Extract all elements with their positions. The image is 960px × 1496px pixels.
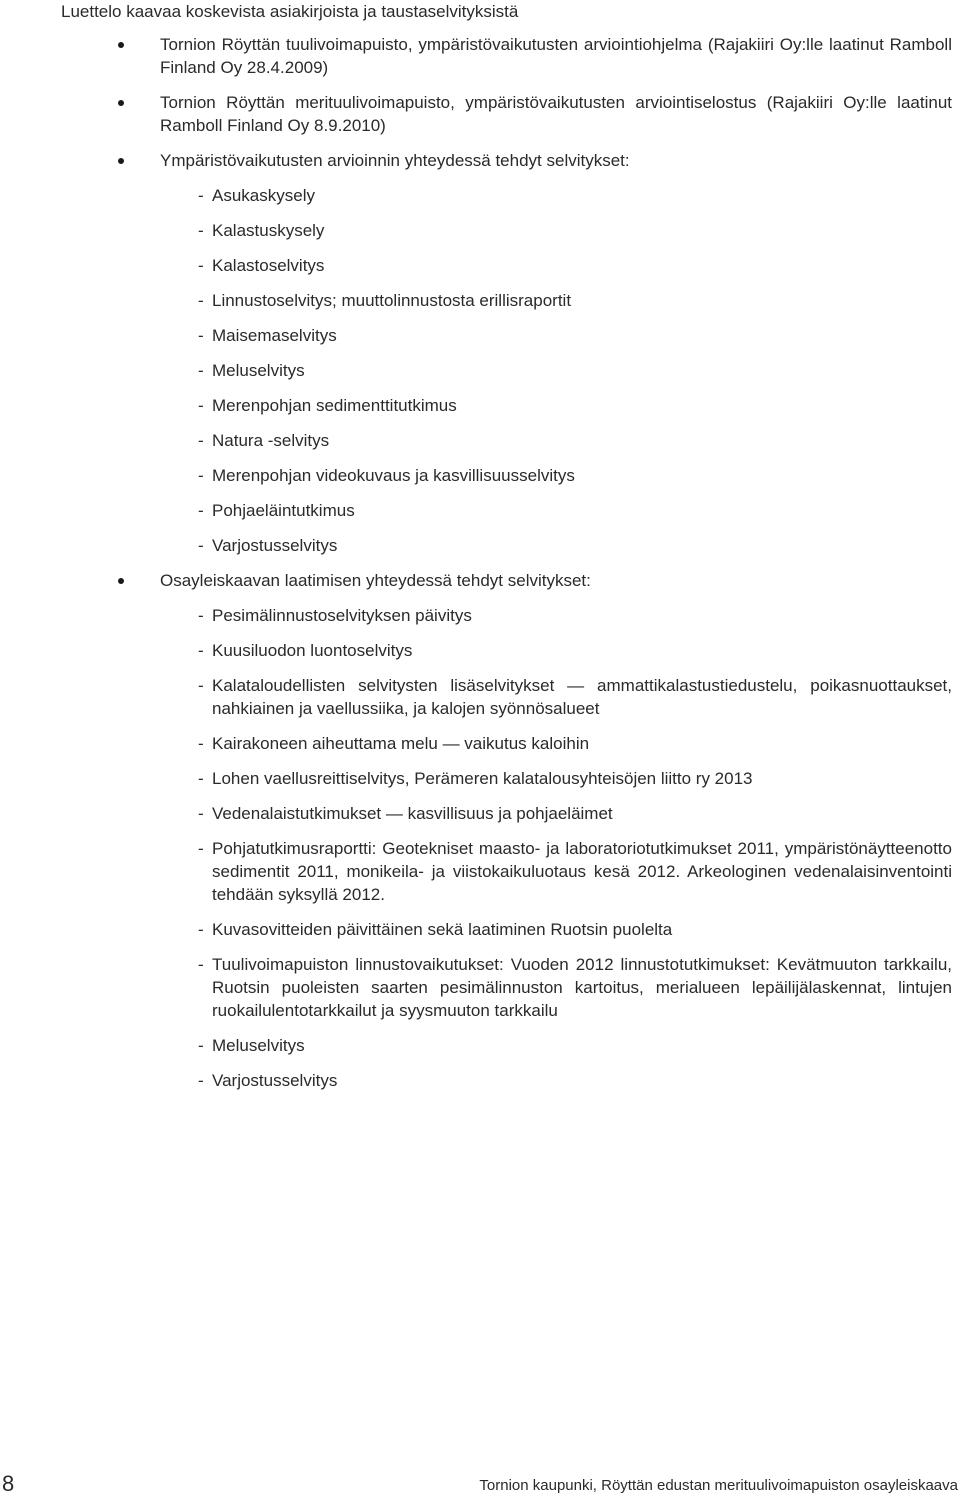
sub-list-item: [160, 732, 952, 755]
sub-list-item: [160, 324, 952, 347]
dash-marker: -: [198, 920, 204, 939]
sub-list-item: [160, 534, 952, 557]
list-item-text: Ympäristövaikutusten arvioinnin yhteydessä tehdyt selvitykset:: [160, 151, 630, 170]
sub-list-item-text: Lohen vaellusreittiselvitys, Perämeren kalatalousyhteisöjen liitto ry 2013: [212, 769, 753, 788]
sub-list-item: [160, 464, 952, 487]
list-item-text: Tornion Röyttän tuulivoimapuisto, ympäristövaikutusten arviointiohjelma (Rajakiiri Oy:lle laatinut Ramboll Finland Oy 28.4.2009): [160, 35, 952, 77]
dash-marker: -: [198, 769, 204, 788]
dash-marker: -: [198, 839, 204, 858]
sub-list-item-text: Kuvasovitteiden päivittäinen sekä laatiminen Ruotsin puolelta: [212, 920, 673, 939]
dash-marker: -: [198, 1036, 204, 1055]
sub-list-item-text: Meluselvitys: [212, 1036, 305, 1055]
dash-marker: -: [198, 536, 204, 555]
dash-marker: -: [198, 606, 204, 625]
sub-list-item-text: Kalataloudellisten selvitysten lisäselvitykset — ammattikalastustiedustelu, poikasnuottaukset, nahkiainen ja vaellussiika, ja kalojen syönnösalueet: [212, 676, 952, 718]
dash-marker: -: [198, 466, 204, 485]
sub-list-item-text: Varjostusselvitys: [212, 536, 338, 555]
list-item: [0, 33, 960, 79]
sub-list-item-text: Pohjaeläintutkimus: [212, 501, 355, 520]
sub-list-item: [160, 429, 952, 452]
dash-marker: -: [198, 431, 204, 450]
document-list: [0, 33, 960, 1104]
sub-list-item-text: Kalastoselvitys: [212, 256, 325, 275]
sub-list-item-text: Vedenalaistutkimukset — kasvillisuus ja pohjaeläimet: [212, 804, 613, 823]
dash-marker: -: [198, 291, 204, 310]
sub-list-item: [160, 359, 952, 382]
dash-marker: -: [198, 676, 204, 695]
sub-list-item: [160, 184, 952, 207]
bullet-icon: [118, 158, 124, 164]
sub-list-item-text: Varjostusselvitys: [212, 1071, 338, 1090]
sub-list-item: [160, 674, 952, 720]
dash-marker: -: [198, 1071, 204, 1090]
sub-list-item: [160, 802, 952, 825]
sub-list-item-text: Kalastuskysely: [212, 221, 325, 240]
sub-list-item-text: Tuulivoimapuiston linnustovaikutukset: Vuoden 2012 linnustotutkimukset: Kevätmuuton tarkkailu, Ruotsin puoleisten saarten pesimälinnuston kartoitus, merialueen lepäilijälaskennat, lintujen ruokailulentotarkkailut ja syysmuuton tarkkailu: [212, 955, 952, 1020]
sub-list-item: [160, 918, 952, 941]
sub-list-item: [160, 1034, 952, 1057]
sub-list-item: [160, 219, 952, 242]
sub-list: [160, 604, 952, 1092]
dash-marker: -: [198, 396, 204, 415]
dash-marker: -: [198, 955, 204, 974]
sub-list-item-text: Pohjatutkimusraportti: Geotekniset maasto- ja laboratoriotutkimukset 2011, ympäristönäytteenotto sedimentit 2011, monikeila- ja viistokaikuluotaus kesä 2012. Arkeologinen vedenalaisinventointi tehdään syksyllä 2012.: [212, 839, 952, 904]
sub-list-item-text: Natura -selvitys: [212, 431, 330, 450]
bullet-icon: [118, 100, 124, 106]
sub-list-item-text: Maisemaselvitys: [212, 326, 337, 345]
list-item-text: Tornion Röyttän merituulivoimapuisto, ympäristövaikutusten arviointiselostus (Rajakiiri Oy:lle laatinut Ramboll Finland Oy 8.9.2010): [160, 93, 952, 135]
dash-marker: -: [198, 326, 204, 345]
sub-list-item: [160, 394, 952, 417]
dash-marker: -: [198, 804, 204, 823]
list-item: [0, 569, 960, 1092]
sub-list-item-text: Asukaskysely: [212, 186, 315, 205]
sub-list-item-text: Merenpohjan videokuvaus ja kasvillisuusselvitys: [212, 466, 575, 485]
sub-list-item-text: Kairakoneen aiheuttama melu — vaikutus kaloihin: [212, 734, 590, 753]
dash-marker: -: [198, 186, 204, 205]
page-footer: [0, 1471, 960, 1496]
sub-list-item: [160, 1069, 952, 1092]
dash-marker: -: [198, 361, 204, 380]
dash-marker: -: [198, 501, 204, 520]
dash-marker: -: [198, 256, 204, 275]
sub-list: [160, 184, 952, 557]
page-heading: Luettelo kaavaa koskevista asiakirjoista ja taustaselvityksistä: [61, 2, 519, 21]
list-item-text: Osayleiskaavan laatimisen yhteydessä tehdyt selvitykset:: [160, 571, 591, 590]
sub-list-item: [160, 499, 952, 522]
sub-list-item: [160, 639, 952, 662]
list-item: [0, 91, 960, 137]
sub-list-item-text: Meluselvitys: [212, 361, 305, 380]
sub-list-item-text: Linnustoselvitys; muuttolinnustosta erillisraportit: [212, 291, 572, 310]
dash-marker: -: [198, 734, 204, 753]
sub-list-item-text: Kuusiluodon luontoselvitys: [212, 641, 413, 660]
bullet-icon: [118, 578, 124, 584]
sub-list-item: [160, 953, 952, 1022]
sub-list-item: [160, 289, 952, 312]
dash-marker: -: [198, 221, 204, 240]
sub-list-item-text: Merenpohjan sedimenttitutkimus: [212, 396, 457, 415]
bullet-icon: [118, 42, 124, 48]
dash-marker: -: [198, 641, 204, 660]
sub-list-item: [160, 604, 952, 627]
footer-title: Tornion kaupunki, Röyttän edustan merituulivoimapuiston osayleiskaava: [479, 1477, 958, 1494]
page-number: 8: [2, 1471, 15, 1496]
sub-list-item-text: Pesimälinnustoselvityksen päivitys: [212, 606, 472, 625]
sub-list-item: [160, 767, 952, 790]
sub-list-item: [160, 254, 952, 277]
list-item: [0, 149, 960, 557]
sub-list-item: [160, 837, 952, 906]
